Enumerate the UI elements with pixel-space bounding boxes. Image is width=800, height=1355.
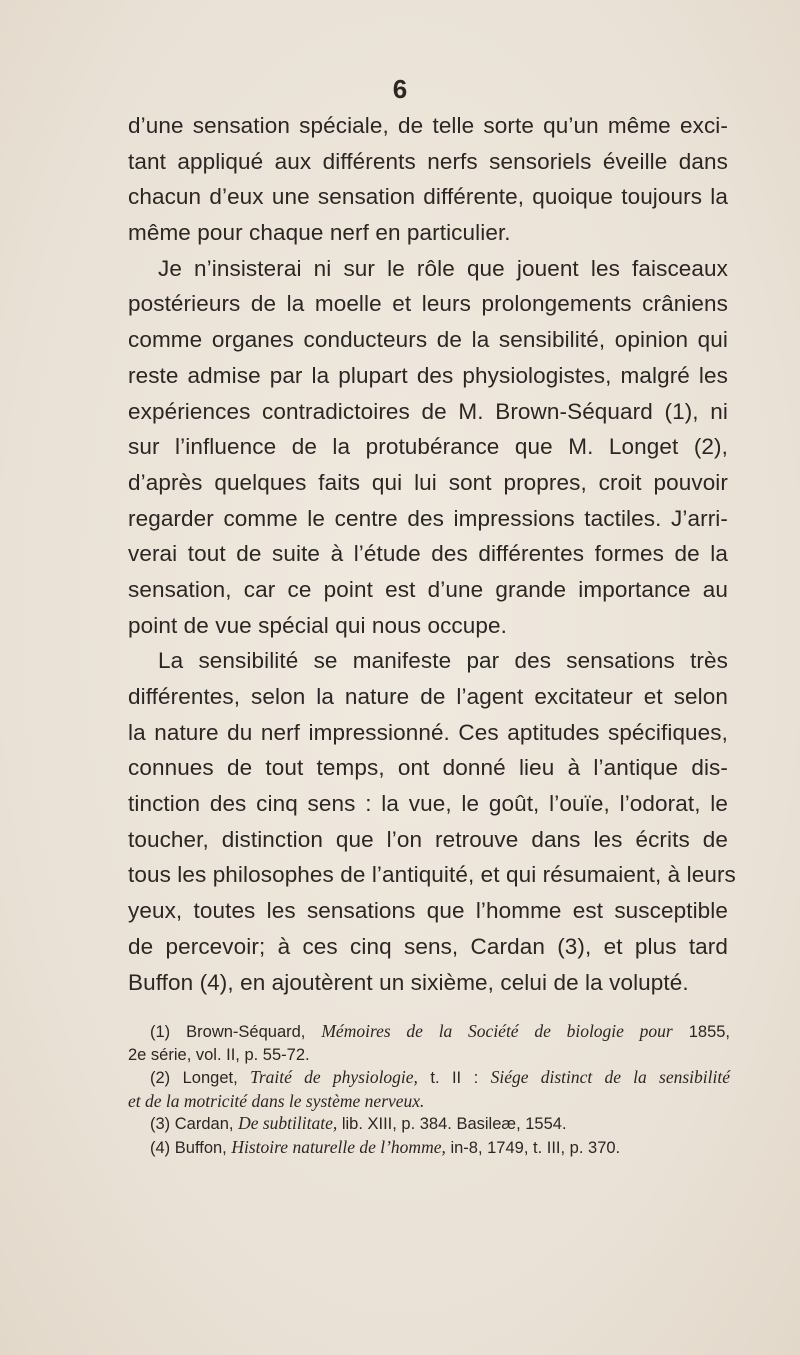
text-line: La sensibilité se manifeste par des sensations très bbox=[158, 648, 728, 674]
footnote-ref: t. II : bbox=[430, 1069, 479, 1087]
text-line: yeux, toutes les sensations que l’homme est susceptible bbox=[128, 898, 728, 924]
text-line: regarder comme le centre des impressions tactiles. J’arri- bbox=[128, 505, 728, 531]
text-line: expériences contradictoires de M. Brown-Séquard (1), ni bbox=[128, 398, 728, 424]
footnote-2-continued: et de la motricité dans le système nerveux. bbox=[128, 1090, 425, 1111]
footnote-author: Cardan, bbox=[174, 1115, 234, 1133]
page-number: 6 bbox=[392, 74, 408, 104]
footnote-marker: (2) bbox=[150, 1069, 171, 1087]
text-line: d’après quelques faits qui lui sont propres, croit pouvoir bbox=[128, 469, 728, 495]
text-line: chacun d’eux une sensation différente, quoique toujours la bbox=[128, 184, 728, 210]
text-line: tant appliqué aux différents nerfs sensoriels éveille dans bbox=[128, 148, 728, 174]
text-line: la nature du nerf impressionné. Ces aptitudes spécifiques, bbox=[128, 719, 728, 745]
footnote-title: Mémoires de la Société de biologie pour bbox=[321, 1021, 673, 1041]
text-line: sur l’influence de la protubérance que M. Longet (2), bbox=[128, 434, 728, 460]
text-line: verai tout de suite à l’étude des différentes formes de la bbox=[128, 541, 728, 567]
text-line: connues de tout temps, ont donné lieu à l’antique dis- bbox=[128, 755, 728, 781]
footnote-ref: in-8, 1749, t. III, p. 370. bbox=[450, 1138, 621, 1157]
footnote-marker: (1) bbox=[150, 1023, 171, 1041]
footnote-3 bbox=[150, 1112, 730, 1136]
text-line: même pour chaque nerf en particulier. bbox=[128, 220, 511, 246]
footnote-ref: 1855, bbox=[688, 1023, 731, 1041]
footnote-marker: (3) bbox=[150, 1115, 171, 1133]
paragraph bbox=[128, 251, 728, 644]
text-line: sensation, car ce point est d’une grande importance au bbox=[128, 576, 728, 602]
text-line: différentes, selon la nature de l’agent excitateur et selon bbox=[128, 684, 728, 709]
text-line: de percevoir; à ces cinq sens, Cardan (3), et plus tard bbox=[128, 933, 728, 959]
text-line: Buffon (4), en ajoutèrent un sixième, celui de la volupté. bbox=[128, 969, 689, 995]
footnote-title: Traité de physiologie, bbox=[250, 1067, 418, 1087]
footnote-title-2: Siége distinct de la sensibilité bbox=[490, 1067, 730, 1087]
text-line: postérieurs de la moelle et leurs prolongements crâniens bbox=[128, 291, 728, 317]
footnote-marker: (4) bbox=[150, 1138, 171, 1157]
footnote-title: De subtilitate, bbox=[238, 1113, 338, 1133]
footnote-author: Longet, bbox=[182, 1069, 238, 1087]
footnote-author: Brown-Séquard, bbox=[186, 1023, 306, 1041]
footnote-1 bbox=[150, 1020, 730, 1044]
text-line: comme organes conducteurs de la sensibilité, opinion qui bbox=[128, 327, 728, 353]
text-line: tinction des cinq sens : la vue, le goût, l’ouïe, l’odorat, le bbox=[128, 791, 728, 817]
body-text bbox=[128, 108, 736, 1000]
footnote-author: Buffon, bbox=[174, 1138, 227, 1157]
footnote-1-continued: 2e série, vol. II, p. 55-72. bbox=[128, 1045, 310, 1064]
footnotes bbox=[128, 1020, 731, 1159]
text-line: reste admise par la plupart des physiologistes, malgré les bbox=[128, 362, 728, 388]
footnote-ref: lib. XIII, p. 384. Basileæ, 1554. bbox=[341, 1115, 567, 1133]
text-line: Je n’insisterai ni sur le rôle que jouent les faisceaux bbox=[158, 255, 728, 281]
text-line: point de vue spécial qui nous occupe. bbox=[128, 612, 507, 638]
paragraph bbox=[128, 108, 728, 251]
footnote-4 bbox=[150, 1136, 730, 1160]
footnote-title: Histoire naturelle de l’homme, bbox=[231, 1136, 446, 1157]
text-line: tous les philosophes de l’antiquité, et qui résumaient, à leurs bbox=[128, 862, 736, 888]
footnote-2 bbox=[150, 1066, 730, 1090]
paragraph bbox=[128, 643, 736, 1000]
text-line: toucher, distinction que l’on retrouve dans les écrits de bbox=[128, 826, 728, 852]
text-line: d’une sensation spéciale, de telle sorte qu’un même exci- bbox=[128, 113, 728, 138]
